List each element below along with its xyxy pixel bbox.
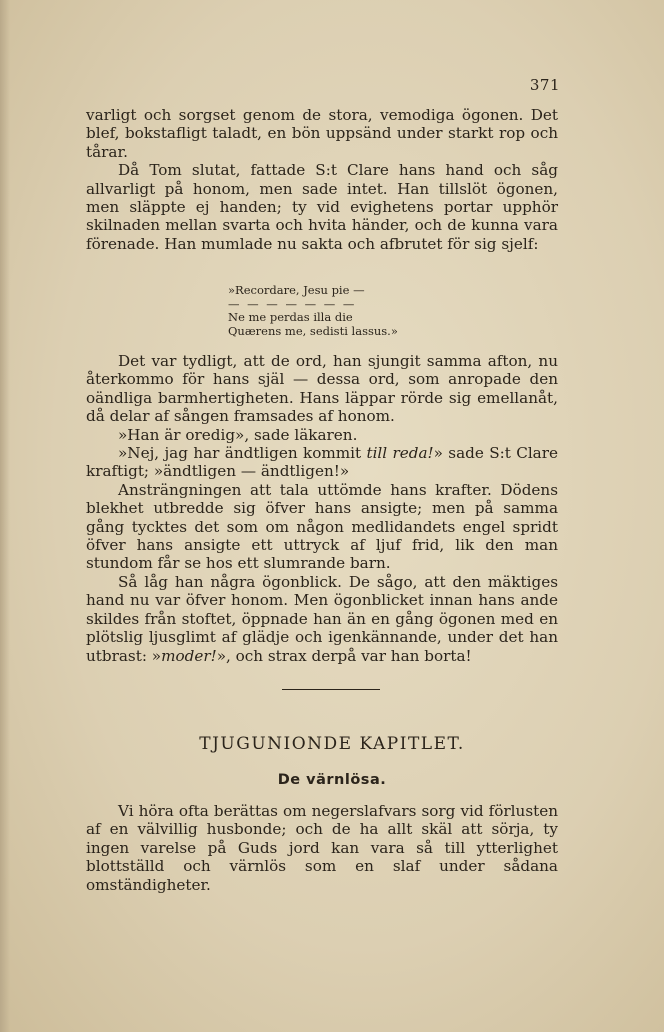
paragraph: Det var tydligt, att de ord, han sjungit samma afton, nu återkommo för hans själ — dessa ord, som anropade den oändliga barmhertigheten. Hans läppar rörde sig emellanåt, då delar af sången framsades af honom. bbox=[86, 352, 558, 426]
section-divider bbox=[282, 689, 380, 690]
verse-ellipsis-line: — — — — — — — bbox=[228, 296, 357, 311]
paragraph: Då Tom slutat, fattade S:t Clare hans hand och såg allvarligt på honom, men sade intet. Han tillslöt ögonen, men släppte ej handen; ty vid evighetens portar upphör skilnaden mellan svarta och hvita händer, och de kunna vara förenade. Han mumlade nu sakta och afbrutet för sig sjelf: bbox=[86, 161, 558, 253]
page-edge-shadow bbox=[0, 0, 10, 1032]
paragraph: Ansträngningen att tala uttömde hans krafter. Dödens blekhet utbredde sig öfver hans ansigte; men på samma gång tycktes det som om någon medlidandets engel spridt öfver hans ansigte ett uttryck af ljuf frid, lik den man stundom får se hos ett slumrande barn. bbox=[86, 480, 558, 573]
text-block-middle bbox=[86, 352, 558, 665]
paragraph bbox=[86, 573, 558, 665]
paragraph bbox=[86, 444, 558, 481]
text-block-chapter bbox=[86, 802, 558, 894]
page-number: 371 bbox=[529, 76, 560, 94]
text-run: » sade S:t Clare kraftigt; »ändtligen — ändtligen!» bbox=[86, 444, 558, 481]
paragraph: Vi höra ofta berättas om negerslafvars sorg vid förlusten af en välvillig husbonde; och de ha allt skäl att sörja, ty ingen varelse på Guds jord kan vara så till ytterlighet blottställd och värnlös som en slaf under sådana omständigheter. bbox=[86, 802, 558, 894]
verse-line: »Recordare, Jesu pie — bbox=[228, 283, 365, 297]
text-run: », och strax derpå var han borta! bbox=[216, 646, 472, 665]
text-block-top bbox=[86, 106, 558, 253]
italic-text: moder! bbox=[161, 646, 217, 665]
text-run: Så låg han några ögonblick. De sågo, att den mäktiges hand nu var öfver honom. Men ögonblicket innan hans ande skildes från stoftet, öppnade han än en gång ögonen med en plötslig ljusglimt af glädje och igenkännande, under det han utbrast: » bbox=[86, 572, 558, 665]
chapter-title: TJUGUNIONDE KAPITLET. bbox=[199, 734, 465, 754]
paragraph: »Han är oredig», sade läkaren. bbox=[118, 425, 358, 444]
italic-text: till reda! bbox=[366, 444, 434, 463]
chapter-subtitle: De värnlösa. bbox=[277, 772, 387, 788]
paragraph: varligt och sorgset genom de stora, vemodiga ögonen. Det blef, bokstafligt taladt, en bön uppsänd under starkt rop och tårar. bbox=[86, 106, 558, 161]
verse-line: Ne me perdas illa die bbox=[228, 310, 353, 324]
verse-line: Quærens me, sedisti lassus.» bbox=[228, 323, 398, 338]
latin-verse bbox=[228, 284, 398, 338]
text-run: »Nej, jag har ändtligen kommit bbox=[118, 444, 367, 463]
